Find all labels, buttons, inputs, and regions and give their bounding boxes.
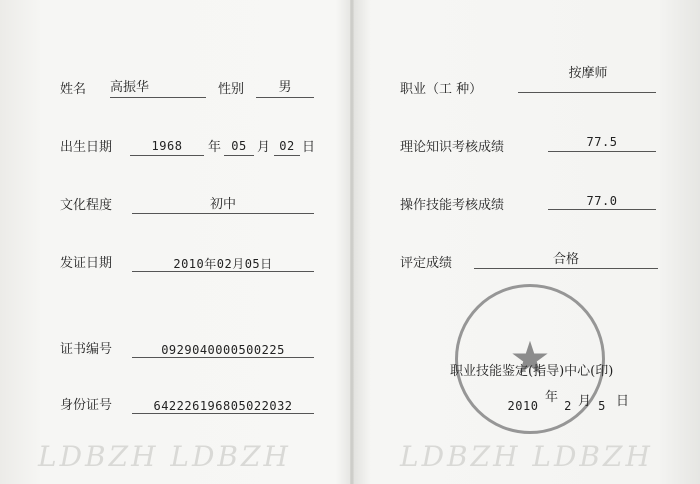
name-underline xyxy=(110,97,206,98)
occupation-label: 职业（工 种） xyxy=(400,82,483,97)
skill-score-value: 77.0 xyxy=(586,194,618,208)
skill-score-label: 操作技能考核成绩 xyxy=(400,198,505,213)
occupation-value: 按摩师 xyxy=(568,66,608,81)
certificate-no-underline xyxy=(132,357,314,358)
birth-year-underline xyxy=(130,155,204,156)
sign-day: 5 xyxy=(598,399,606,413)
education-underline xyxy=(132,213,314,214)
name-value: 高振华 xyxy=(110,80,150,95)
watermark-left: LDBZH LDBZH xyxy=(38,440,291,473)
birth-label: 出生日期 xyxy=(60,140,113,155)
sign-year-unit: 年 xyxy=(545,390,559,405)
gender-underline xyxy=(256,97,314,98)
id-no-value: 642226196805022032 xyxy=(153,399,293,413)
issue-date-label: 发证日期 xyxy=(60,256,113,271)
birth-year: 1968 xyxy=(151,139,183,153)
certificate-no-label: 证书编号 xyxy=(60,342,113,357)
skill-score-underline xyxy=(548,209,656,210)
id-no-label: 身份证号 xyxy=(60,398,113,413)
birth-month-unit: 月 xyxy=(257,140,271,155)
evaluation-value: 合格 xyxy=(552,252,579,267)
evaluation-underline xyxy=(474,268,658,269)
birth-day: 02 xyxy=(279,139,295,153)
seal-star-icon: ★ xyxy=(509,331,551,386)
issue-date-underline xyxy=(132,271,314,272)
gender-value: 男 xyxy=(278,80,292,95)
theory-score-value: 77.5 xyxy=(586,135,618,149)
sign-month-unit: 月 xyxy=(578,394,592,409)
certificate-no-value: 0929040000500225 xyxy=(161,343,285,357)
center-signature: 职业技能鉴定(指导)中心(印) xyxy=(450,364,614,379)
sign-year: 2010 xyxy=(507,399,539,413)
id-no-underline xyxy=(132,413,314,414)
birth-year-unit: 年 xyxy=(208,140,222,155)
theory-score-underline xyxy=(548,151,656,152)
birth-month-underline xyxy=(224,155,254,156)
birth-day-unit: 日 xyxy=(302,140,316,155)
issue-date-value: 2010年02月05日 xyxy=(173,257,273,271)
name-label: 姓名 xyxy=(60,82,87,97)
evaluation-label: 评定成绩 xyxy=(400,256,453,271)
birth-day-underline xyxy=(274,155,300,156)
birth-month: 05 xyxy=(231,139,247,153)
occupation-underline xyxy=(518,92,656,93)
watermark-right: LDBZH LDBZH xyxy=(400,440,653,473)
sign-month: 2 xyxy=(564,399,572,413)
education-label: 文化程度 xyxy=(60,198,113,213)
sign-day-unit: 日 xyxy=(616,394,630,409)
education-value: 初中 xyxy=(209,197,236,212)
theory-score-label: 理论知识考核成绩 xyxy=(400,140,505,155)
gender-label: 性别 xyxy=(218,82,245,97)
